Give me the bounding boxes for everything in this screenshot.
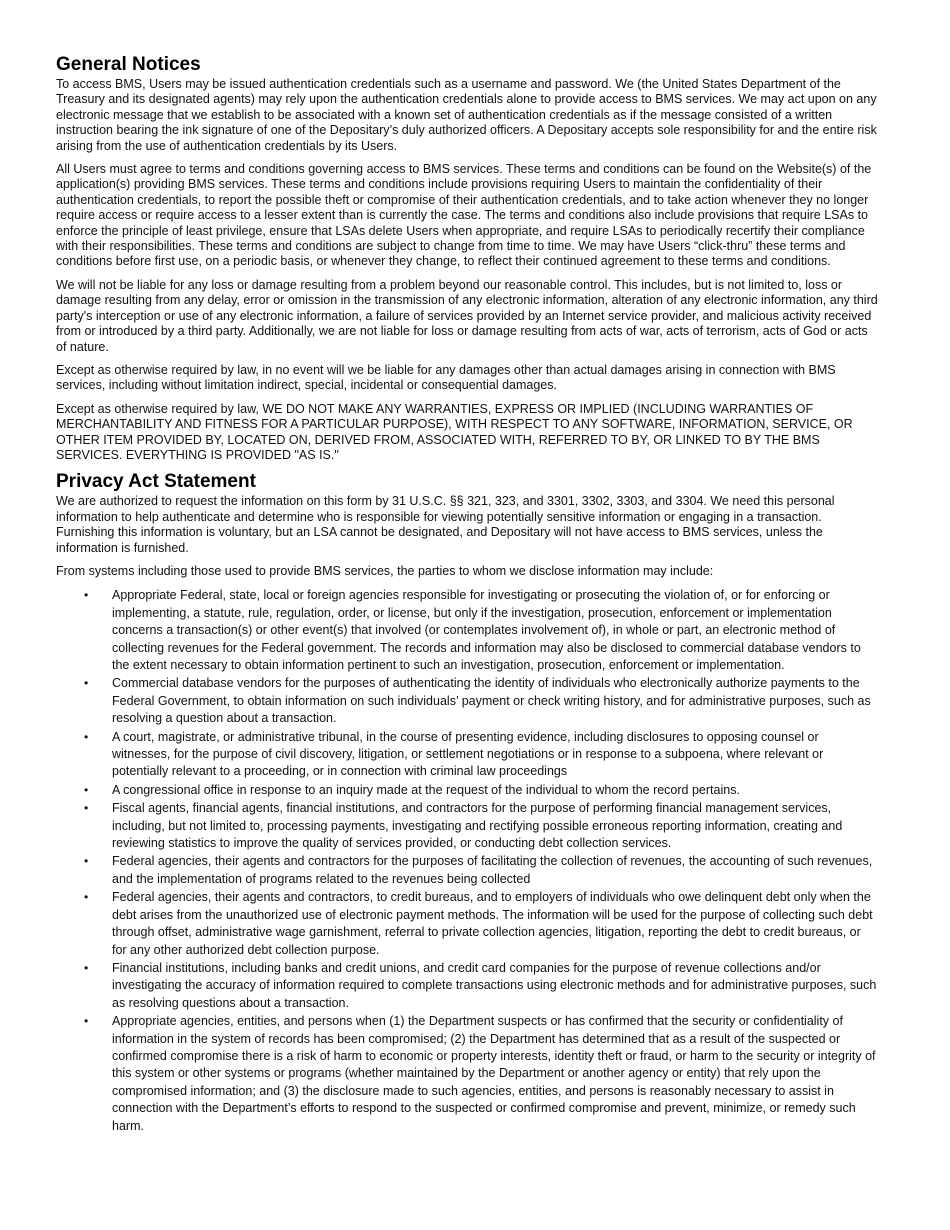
list-item (56, 675, 878, 727)
list-item (56, 889, 878, 959)
bullet-icon: • (84, 782, 89, 797)
privacy-paragraph-1: We are authorized to request the information on this form by 31 U.S.C. §§ 321, 323, and 3301, 3302, 3303, and 3304. We need this personal information to help authenticate and determine who is responsible for viewing potentially sensitive information or engaging in a transaction. Furnishing this information is voluntary, but an LSA cannot be designated, and Depositary will not have access to BMS services, unless the information is furnished. (56, 494, 835, 555)
privacy-paragraph-2: From systems including those used to provide BMS services, the parties to whom we disclose information may include: (56, 563, 714, 578)
list-item-text: Fiscal agents, financial agents, financial institutions, and contractors for the purpose of performing financial management services, including, but not limited to, processing payments, investigating and rectifying possible erroneous reporting information, creating and reviewing statistics to improve the quality of services provided, or conducting debt collection services. (112, 801, 843, 851)
list-item (56, 853, 878, 888)
bullet-icon: • (84, 960, 89, 975)
list-item-text: Financial institutions, including banks and credit unions, and credit card companies for the purpose of revenue collections and/or investigating the accuracy of information required to complete transactions using electronic methods and for administrative purposes, such as resolving questions about a transaction. (112, 960, 877, 1010)
list-item (56, 729, 878, 781)
list-item (56, 960, 878, 1012)
list-item (56, 782, 878, 799)
bullet-icon: • (84, 890, 89, 905)
list-item-text: Appropriate Federal, state, local or foreign agencies responsible for investigating or prosecuting the violation of, or for enforcing or implementing, a statute, rule, regulation, order, or license, but only if the investigation, prosecution, enforcement or implementation concerns a transaction(s) or other event(s) that involved (or contemplates involvement of), in whole or part, an electronic method of collecting revenues for the Federal government. The records and information may also be disclosed to commercial database vendors to the extent necessary to obtain information pertinent to such an investigation, prosecution, enforcement or implementation. (112, 588, 861, 672)
disclosure-list (56, 587, 878, 1135)
privacy-act-section (56, 471, 878, 1135)
document-page (56, 54, 878, 1136)
general-notices-heading: General Notices (56, 54, 201, 75)
list-item-text: Appropriate agencies, entities, and persons when (1) the Department suspects or has confirmed that the security or confidentiality of information in the system of records has been compromised; (2) the Department has determined that as a result of the suspected or confirmed compromise there is a risk of harm to economic or property interests, identity theft or fraud, or harm to the security or integrity of this system or other systems or programs (whether maintained by the Department or another agency or entity) that rely upon the compromised information; and (3) the disclosure made to such agencies, entities, and persons is reasonably necessary to assist in connection with the Department’s efforts to respond to the suspected or confirmed compromise and prevent, minimize, or remedy such harm. (112, 1014, 876, 1133)
list-item-text: Commercial database vendors for the purposes of authenticating the identity of individuals who electronically authorize payments to the Federal Government, to obtain information on such individuals’ payment or check writing history, and for administrative purposes, such as resolving a question about a transaction. (112, 676, 871, 726)
bullet-icon: • (84, 854, 89, 869)
bullet-icon: • (84, 801, 89, 816)
bullet-icon: • (84, 676, 89, 691)
list-item (56, 587, 878, 674)
general-notice-paragraph-4: Except as otherwise required by law, in no event will we be liable for any damages other than actual damages arising in connection with BMS services, including without limitation indirect, special, incidental or consequential damages. (56, 362, 836, 393)
general-notice-paragraph-5: Except as otherwise required by law, WE DO NOT MAKE ANY WARRANTIES, EXPRESS OR IMPLIED (INCLUDING WARRANTIES OF MERCHANTABILITY AND FITNESS FOR A PARTICULAR PURPOSE), WITH RESPECT TO ANY SOFTWARE, INFORMATION, SERVICE, OR OTHER ITEM PROVIDED BY, LOCATED ON, DERIVED FROM, ASSOCIATED WITH, REFERRED TO BY, OR LINKED TO BY THE BMS SERVICES. EVERYTHING IS PROVIDED "AS IS." (56, 401, 853, 462)
bullet-icon: • (84, 1014, 89, 1029)
list-item-text: Federal agencies, their agents and contractors, to credit bureaus, and to employers of individuals who owe delinquent debt only when the debt arises from the unauthorized use of electronic payment methods. The information will be used for the purpose of collecting such debt through offset, administrative wage garnishment, referral to private collection agencies, litigation, reporting the debt to credit bureaus, or for any other authorized debt collection purpose. (112, 890, 873, 957)
list-item (56, 800, 878, 852)
bullet-icon: • (84, 588, 89, 603)
list-item-text: A court, magistrate, or administrative tribunal, in the course of presenting evidence, including disclosures to opposing counsel or witnesses, for the purpose of civil discovery, litigation, or settlement negotiations or in response to a subpoena, where relevant or potentially relevant to a proceeding, or in connection with criminal law proceedings (112, 729, 824, 779)
privacy-act-heading: Privacy Act Statement (56, 471, 256, 493)
general-notice-paragraph-2: All Users must agree to terms and conditions governing access to BMS services. These terms and conditions can be found on the Website(s) of the application(s) providing BMS services. These terms and conditions include provisions requiring Users to maintain the confidentiality of their authentication credentials, to report the possible theft or compromise of their authentication credentials, and to take action whenever they no longer require access or require access to a lesser extent than is currently the case. The terms and conditions also include provisions that require LSAs to enforce the principle of least privilege, ensure that LSAs delete Users when appropriate, and require LSAs to periodically recertify their compliance with their responsibilities. These terms and conditions are subject to change from time to time. We may have Users “click-thru” these terms and conditions before first use, on a periodic basis, or whenever they change, to reflect their continued agreement to these terms and conditions. (56, 162, 872, 269)
bullet-icon: • (84, 729, 89, 744)
general-notice-paragraph-3: We will not be liable for any loss or damage resulting from a problem beyond our reasonable control. This includes, but is not limited to, loss or damage resulting from any delay, error or omission in the transmission of any electronic information, alteration of any electronic information, any third party's interception or use of any electronic information, a failure of services provided by an Internet service provider, and malicious activity received from or introduced by a third party. Additionally, we are not liable for loss or damage resulting from acts of war, acts of terrorism, acts of God or acts of nature. (56, 277, 878, 354)
list-item-text: Federal agencies, their agents and contractors for the purposes of facilitating the collection of revenues, the accounting of such revenues, and the implementation of programs related to the revenues being collected (112, 854, 873, 886)
list-item (56, 1013, 878, 1135)
general-notice-paragraph-1: To access BMS, Users may be issued authentication credentials such as a username and password. We (the United States Department of the Treasury and its designated agents) may rely upon the authentication credentials alone to provide access to BMS services. We may act upon on any electronic message that we establish to be associated with a known set of authentication credentials as if the message consisted of a written instruction bearing the ink signature of one of the Depositary’s duly authorized officers. A Depositary accepts sole responsibility for and the entire risk arising from the use of authentication credentials by its Users. (56, 77, 877, 153)
list-item-text: A congressional office in response to an inquiry made at the request of the individual to whom the record pertains. (112, 782, 740, 797)
general-notices-section (56, 54, 878, 463)
